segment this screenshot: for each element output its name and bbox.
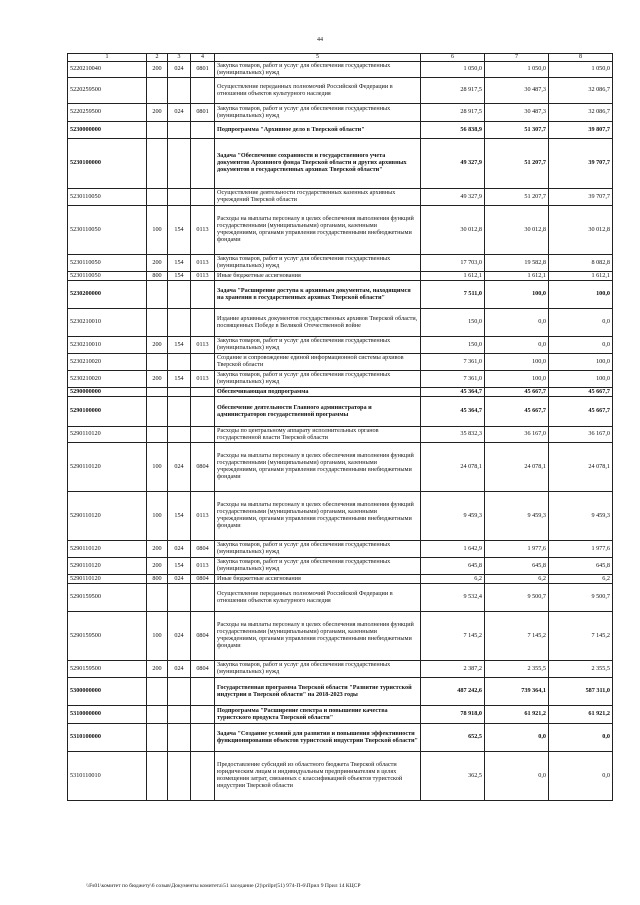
row-name: Предоставление субсидий из областного бюджета Тверской области юридическим лицам и индивидуальным предпринимателям в целях возмещения затрат, связанных с классификацией объектов туристской индустрии Тверской области bbox=[215, 752, 421, 801]
table-row bbox=[68, 706, 613, 724]
row-code: 5230210020 bbox=[68, 371, 147, 388]
row-col2 bbox=[147, 354, 168, 371]
row-code: 5230110050 bbox=[68, 255, 147, 272]
row-value-3: 0,0 bbox=[549, 337, 613, 354]
row-value-1: 1 050,0 bbox=[421, 62, 485, 78]
row-col3 bbox=[168, 309, 191, 337]
row-col4 bbox=[191, 281, 215, 309]
row-name: Расходы по центральному аппарату исполнительных органов государственной власти Тверской области bbox=[215, 427, 421, 443]
row-col3: 154 bbox=[168, 337, 191, 354]
row-value-1: 35 832,3 bbox=[421, 427, 485, 443]
page-number: 44 bbox=[317, 37, 323, 43]
row-name: Осуществление переданных полномочий Российской Федерации в отношении объектов культурного наследия bbox=[215, 78, 421, 104]
row-name: Расходы на выплаты персоналу в целях обеспечения выполнения функций государственными (муниципальными) органами, казенными учреждениями, органами управления государственными внебюджетными фондами bbox=[215, 206, 421, 255]
row-col2: 200 bbox=[147, 371, 168, 388]
row-value-2: 100,0 bbox=[485, 354, 549, 371]
row-value-1: 45 364,7 bbox=[421, 397, 485, 427]
row-value-3: 100,0 bbox=[549, 354, 613, 371]
row-col2 bbox=[147, 139, 168, 189]
row-col4 bbox=[191, 309, 215, 337]
row-value-2: 36 167,0 bbox=[485, 427, 549, 443]
row-value-1: 487 242,6 bbox=[421, 678, 485, 706]
row-value-2: 9 459,3 bbox=[485, 492, 549, 541]
row-value-1: 7 361,0 bbox=[421, 371, 485, 388]
table-row bbox=[68, 309, 613, 337]
row-code: 5290110120 bbox=[68, 427, 147, 443]
row-col2: 100 bbox=[147, 492, 168, 541]
row-code: 5220259500 bbox=[68, 78, 147, 104]
row-value-3: 1 977,6 bbox=[549, 541, 613, 558]
row-col3: 024 bbox=[168, 443, 191, 492]
row-value-3: 1 050,0 bbox=[549, 62, 613, 78]
row-name: Расходы на выплаты персоналу в целях обеспечения выполнения функций государственными (муниципальными) органами, казенными учреждениями, органами управления государственными внебюджетными фондами bbox=[215, 612, 421, 661]
row-code: 5230210020 bbox=[68, 354, 147, 371]
row-col3: 154 bbox=[168, 558, 191, 575]
row-col3: 024 bbox=[168, 62, 191, 78]
row-value-3: 39 707,7 bbox=[549, 189, 613, 206]
row-col3: 024 bbox=[168, 661, 191, 678]
row-code: 5230210010 bbox=[68, 337, 147, 354]
row-name: Осуществление деятельности государственных казенных архивных учреждений Тверской области bbox=[215, 189, 421, 206]
row-code: 5230210010 bbox=[68, 309, 147, 337]
row-value-1: 2 387,2 bbox=[421, 661, 485, 678]
column-header: 2 bbox=[147, 54, 168, 62]
table-row bbox=[68, 575, 613, 584]
column-header: 5 bbox=[215, 54, 421, 62]
row-value-3: 39 807,7 bbox=[549, 122, 613, 139]
row-col4: 0801 bbox=[191, 104, 215, 122]
row-col4 bbox=[191, 678, 215, 706]
row-col4 bbox=[191, 388, 215, 397]
table-row bbox=[68, 272, 613, 281]
row-value-1: 28 917,5 bbox=[421, 104, 485, 122]
row-name: Обеспечивающая подпрограмма bbox=[215, 388, 421, 397]
row-value-1: 6,2 bbox=[421, 575, 485, 584]
row-col2: 800 bbox=[147, 272, 168, 281]
table-row bbox=[68, 724, 613, 752]
row-col3: 024 bbox=[168, 541, 191, 558]
row-code: 5290100000 bbox=[68, 397, 147, 427]
row-code: 5290159500 bbox=[68, 584, 147, 612]
row-value-3: 2 355,5 bbox=[549, 661, 613, 678]
row-value-1: 49 327,9 bbox=[421, 189, 485, 206]
row-col2: 200 bbox=[147, 255, 168, 272]
row-value-2: 0,0 bbox=[485, 309, 549, 337]
row-value-3: 587 311,0 bbox=[549, 678, 613, 706]
row-value-2: 30 487,3 bbox=[485, 104, 549, 122]
row-value-2: 100,0 bbox=[485, 371, 549, 388]
row-code: 5230200000 bbox=[68, 281, 147, 309]
budget-table bbox=[67, 53, 613, 801]
row-code: 5290159500 bbox=[68, 661, 147, 678]
row-col4 bbox=[191, 139, 215, 189]
row-name: Задача "Создание условий для развития и повышения эффективности функционирования объектов туристской индустрии Тверской области" bbox=[215, 724, 421, 752]
row-code: 5310100000 bbox=[68, 724, 147, 752]
row-col2 bbox=[147, 678, 168, 706]
row-value-1: 56 838,9 bbox=[421, 122, 485, 139]
row-value-3: 9 459,3 bbox=[549, 492, 613, 541]
row-code: 5220210040 bbox=[68, 62, 147, 78]
row-value-2: 739 364,1 bbox=[485, 678, 549, 706]
row-value-3: 9 500,7 bbox=[549, 584, 613, 612]
row-col3 bbox=[168, 724, 191, 752]
row-col4 bbox=[191, 427, 215, 443]
row-col4 bbox=[191, 78, 215, 104]
row-value-1: 7 361,0 bbox=[421, 354, 485, 371]
table-row bbox=[68, 752, 613, 801]
row-value-2: 30 012,8 bbox=[485, 206, 549, 255]
row-col3: 154 bbox=[168, 272, 191, 281]
row-value-1: 150,0 bbox=[421, 337, 485, 354]
row-col2 bbox=[147, 309, 168, 337]
row-value-2: 2 355,5 bbox=[485, 661, 549, 678]
row-col2 bbox=[147, 706, 168, 724]
row-value-1: 150,0 bbox=[421, 309, 485, 337]
row-col2 bbox=[147, 724, 168, 752]
table-row bbox=[68, 281, 613, 309]
row-value-3: 100,0 bbox=[549, 371, 613, 388]
row-code: 5230110050 bbox=[68, 189, 147, 206]
table-row bbox=[68, 397, 613, 427]
row-col2 bbox=[147, 281, 168, 309]
column-header: 7 bbox=[485, 54, 549, 62]
row-col2 bbox=[147, 388, 168, 397]
row-col3: 024 bbox=[168, 575, 191, 584]
row-value-1: 1 612,1 bbox=[421, 272, 485, 281]
row-name: Закупка товаров, работ и услуг для обеспечения государственных (муниципальных) нужд bbox=[215, 558, 421, 575]
row-value-1: 362,5 bbox=[421, 752, 485, 801]
row-value-2: 645,8 bbox=[485, 558, 549, 575]
table-row bbox=[68, 354, 613, 371]
row-name: Расходы на выплаты персоналу в целях обеспечения выполнения функций государственными (муниципальными) органами, казенными учреждениями, органами управления государственными внебюджетными фондами bbox=[215, 492, 421, 541]
row-name: Издание архивных документов государственных архивов Тверской области, посвященных Победе в Великой Отечественной войне bbox=[215, 309, 421, 337]
row-value-2: 51 207,7 bbox=[485, 139, 549, 189]
row-name: Обеспечение деятельности Главного администратора и администраторов государственной программы bbox=[215, 397, 421, 427]
row-value-3: 24 078,1 bbox=[549, 443, 613, 492]
row-value-2: 1 977,6 bbox=[485, 541, 549, 558]
row-col4: 0801 bbox=[191, 62, 215, 78]
row-value-3: 645,8 bbox=[549, 558, 613, 575]
row-value-2: 9 500,7 bbox=[485, 584, 549, 612]
row-col2: 200 bbox=[147, 62, 168, 78]
row-value-1: 652,5 bbox=[421, 724, 485, 752]
row-col2 bbox=[147, 752, 168, 801]
table-row bbox=[68, 78, 613, 104]
row-value-3: 61 921,2 bbox=[549, 706, 613, 724]
row-code: 5300000000 bbox=[68, 678, 147, 706]
row-value-3: 0,0 bbox=[549, 724, 613, 752]
row-value-1: 7 511,0 bbox=[421, 281, 485, 309]
row-col2 bbox=[147, 397, 168, 427]
row-col4 bbox=[191, 122, 215, 139]
file-path-footer: \\Fs01\комитет по бюджету\6 созыв\Документы комитета\51 заседание (2)\prilpr(51) 974-П-6\Прил 9 Прил 14 КЦСР bbox=[86, 883, 361, 889]
row-name: Подпрограмма "Расширение спектра и повышение качества туристского продукта Тверской области" bbox=[215, 706, 421, 724]
row-code: 5310000000 bbox=[68, 706, 147, 724]
row-name: Закупка товаров, работ и услуг для обеспечения государственных (муниципальных) нужд bbox=[215, 661, 421, 678]
row-col3 bbox=[168, 281, 191, 309]
row-col4: 0804 bbox=[191, 443, 215, 492]
row-value-3: 6,2 bbox=[549, 575, 613, 584]
row-name: Задача "Обеспечение сохранности и государственного учета документов Архивного фонда Тверской области и других архивных документов в государственных архивах Тверской области" bbox=[215, 139, 421, 189]
row-col4: 0113 bbox=[191, 337, 215, 354]
table-row bbox=[68, 612, 613, 661]
row-col4 bbox=[191, 354, 215, 371]
table-row bbox=[68, 62, 613, 78]
row-value-3: 1 612,1 bbox=[549, 272, 613, 281]
row-col4: 0113 bbox=[191, 255, 215, 272]
table-row bbox=[68, 206, 613, 255]
row-code: 5230100000 bbox=[68, 139, 147, 189]
row-col4 bbox=[191, 724, 215, 752]
table-row bbox=[68, 104, 613, 122]
row-col4 bbox=[191, 584, 215, 612]
row-value-3: 100,0 bbox=[549, 281, 613, 309]
row-col3 bbox=[168, 584, 191, 612]
row-value-2: 45 667,7 bbox=[485, 388, 549, 397]
row-col4: 0113 bbox=[191, 558, 215, 575]
row-col3 bbox=[168, 189, 191, 206]
row-value-3: 8 082,8 bbox=[549, 255, 613, 272]
column-header: 6 bbox=[421, 54, 485, 62]
table-row bbox=[68, 139, 613, 189]
row-col4: 0804 bbox=[191, 541, 215, 558]
row-name: Задача "Расширение доступа к архивным документам, находящимся на хранении в государственных архивах Тверской области" bbox=[215, 281, 421, 309]
row-value-2: 30 487,3 bbox=[485, 78, 549, 104]
row-code: 5290110120 bbox=[68, 443, 147, 492]
row-col3 bbox=[168, 388, 191, 397]
row-name: Закупка товаров, работ и услуг для обеспечения государственных (муниципальных) нужд bbox=[215, 104, 421, 122]
row-value-2: 7 145,2 bbox=[485, 612, 549, 661]
row-col3: 154 bbox=[168, 206, 191, 255]
table-row bbox=[68, 541, 613, 558]
row-value-2: 0,0 bbox=[485, 337, 549, 354]
row-value-1: 645,8 bbox=[421, 558, 485, 575]
row-value-2: 45 667,7 bbox=[485, 397, 549, 427]
table-row bbox=[68, 443, 613, 492]
row-name: Закупка товаров, работ и услуг для обеспечения государственных (муниципальных) нужд bbox=[215, 337, 421, 354]
row-value-3: 32 086,7 bbox=[549, 104, 613, 122]
table-row bbox=[68, 255, 613, 272]
row-col2 bbox=[147, 78, 168, 104]
table-row bbox=[68, 337, 613, 354]
row-value-3: 45 667,7 bbox=[549, 388, 613, 397]
row-col4: 0113 bbox=[191, 371, 215, 388]
row-name: Закупка товаров, работ и услуг для обеспечения государственных (муниципальных) нужд bbox=[215, 541, 421, 558]
row-value-1: 45 364,7 bbox=[421, 388, 485, 397]
row-code: 5220259500 bbox=[68, 104, 147, 122]
table-row bbox=[68, 584, 613, 612]
row-code: 5290110120 bbox=[68, 558, 147, 575]
row-value-2: 1 612,1 bbox=[485, 272, 549, 281]
table-header-row bbox=[68, 54, 613, 62]
table-row bbox=[68, 388, 613, 397]
row-col2: 100 bbox=[147, 443, 168, 492]
row-value-1: 28 917,5 bbox=[421, 78, 485, 104]
row-col4: 0804 bbox=[191, 612, 215, 661]
row-value-2: 1 050,0 bbox=[485, 62, 549, 78]
table-row bbox=[68, 492, 613, 541]
row-col3 bbox=[168, 139, 191, 189]
row-col2: 200 bbox=[147, 558, 168, 575]
row-col2: 200 bbox=[147, 661, 168, 678]
row-code: 5290000000 bbox=[68, 388, 147, 397]
row-value-1: 9 459,3 bbox=[421, 492, 485, 541]
row-col4 bbox=[191, 397, 215, 427]
row-value-2: 19 582,8 bbox=[485, 255, 549, 272]
row-name: Закупка товаров, работ и услуг для обеспечения государственных (муниципальных) нужд bbox=[215, 62, 421, 78]
row-name: Расходы на выплаты персоналу в целях обеспечения выполнения функций государственными (муниципальными) органами, казенными учреждениями, органами управления государственными внебюджетными фондами bbox=[215, 443, 421, 492]
row-col4: 0113 bbox=[191, 492, 215, 541]
row-value-1: 24 078,1 bbox=[421, 443, 485, 492]
row-value-3: 45 667,7 bbox=[549, 397, 613, 427]
row-col2 bbox=[147, 584, 168, 612]
row-col2 bbox=[147, 427, 168, 443]
row-col3 bbox=[168, 706, 191, 724]
row-value-3: 36 167,0 bbox=[549, 427, 613, 443]
table-row bbox=[68, 678, 613, 706]
row-value-3: 0,0 bbox=[549, 752, 613, 801]
column-header: 4 bbox=[191, 54, 215, 62]
row-col4: 0804 bbox=[191, 661, 215, 678]
row-col2: 100 bbox=[147, 612, 168, 661]
row-col2: 200 bbox=[147, 337, 168, 354]
row-col3 bbox=[168, 427, 191, 443]
row-value-2: 6,2 bbox=[485, 575, 549, 584]
row-col2: 800 bbox=[147, 575, 168, 584]
table-row bbox=[68, 371, 613, 388]
table-row bbox=[68, 558, 613, 575]
row-code: 5230110050 bbox=[68, 206, 147, 255]
table-row bbox=[68, 122, 613, 139]
row-value-3: 32 086,7 bbox=[549, 78, 613, 104]
table-row bbox=[68, 427, 613, 443]
row-col3: 024 bbox=[168, 612, 191, 661]
row-col4 bbox=[191, 189, 215, 206]
row-value-2: 100,0 bbox=[485, 281, 549, 309]
row-col3: 024 bbox=[168, 104, 191, 122]
row-col3 bbox=[168, 752, 191, 801]
row-value-1: 9 532,4 bbox=[421, 584, 485, 612]
row-col3 bbox=[168, 678, 191, 706]
row-name: Закупка товаров, работ и услуг для обеспечения государственных (муниципальных) нужд bbox=[215, 255, 421, 272]
row-value-1: 7 145,2 bbox=[421, 612, 485, 661]
row-code: 5310110010 bbox=[68, 752, 147, 801]
row-name: Закупка товаров, работ и услуг для обеспечения государственных (муниципальных) нужд bbox=[215, 371, 421, 388]
column-header: 3 bbox=[168, 54, 191, 62]
row-col4 bbox=[191, 752, 215, 801]
row-col4: 0113 bbox=[191, 206, 215, 255]
row-value-1: 1 642,9 bbox=[421, 541, 485, 558]
row-value-1: 78 918,0 bbox=[421, 706, 485, 724]
row-col3: 154 bbox=[168, 492, 191, 541]
row-value-2: 24 078,1 bbox=[485, 443, 549, 492]
row-col2 bbox=[147, 189, 168, 206]
row-code: 5290110120 bbox=[68, 492, 147, 541]
row-code: 5290159500 bbox=[68, 612, 147, 661]
row-value-3: 7 145,2 bbox=[549, 612, 613, 661]
row-col4: 0804 bbox=[191, 575, 215, 584]
row-col2 bbox=[147, 122, 168, 139]
row-name: Подпрограмма "Архивное дело в Тверской области" bbox=[215, 122, 421, 139]
row-name: Государственная программа Тверской области "Развитие туристской индустрии в Тверской области" на 2018-2023 годы bbox=[215, 678, 421, 706]
row-value-1: 17 703,0 bbox=[421, 255, 485, 272]
table-row bbox=[68, 189, 613, 206]
row-value-1: 30 012,8 bbox=[421, 206, 485, 255]
row-value-2: 0,0 bbox=[485, 724, 549, 752]
row-value-3: 30 012,8 bbox=[549, 206, 613, 255]
row-value-3: 39 707,7 bbox=[549, 139, 613, 189]
row-col2: 200 bbox=[147, 541, 168, 558]
row-value-2: 0,0 bbox=[485, 752, 549, 801]
row-col3 bbox=[168, 354, 191, 371]
row-code: 5290110120 bbox=[68, 575, 147, 584]
row-col3: 154 bbox=[168, 371, 191, 388]
row-col3: 154 bbox=[168, 255, 191, 272]
row-col4 bbox=[191, 706, 215, 724]
row-name: Иные бюджетные ассигнования bbox=[215, 272, 421, 281]
row-name: Создание и сопровождение единой информационной системы архивов Тверской области bbox=[215, 354, 421, 371]
row-col3 bbox=[168, 78, 191, 104]
row-code: 5290110120 bbox=[68, 541, 147, 558]
row-col2: 100 bbox=[147, 206, 168, 255]
column-header: 1 bbox=[68, 54, 147, 62]
column-header: 8 bbox=[549, 54, 613, 62]
row-col3 bbox=[168, 122, 191, 139]
row-code: 5230000000 bbox=[68, 122, 147, 139]
table-row bbox=[68, 661, 613, 678]
row-value-2: 51 307,7 bbox=[485, 122, 549, 139]
row-value-2: 51 207,7 bbox=[485, 189, 549, 206]
row-value-1: 49 327,9 bbox=[421, 139, 485, 189]
row-name: Иные бюджетные ассигнования bbox=[215, 575, 421, 584]
row-name: Осуществление переданных полномочий Российской Федерации в отношении объектов культурного наследия bbox=[215, 584, 421, 612]
row-col2: 200 bbox=[147, 104, 168, 122]
row-code: 5230110050 bbox=[68, 272, 147, 281]
row-col4: 0113 bbox=[191, 272, 215, 281]
row-value-3: 0,0 bbox=[549, 309, 613, 337]
row-col3 bbox=[168, 397, 191, 427]
row-value-2: 61 921,2 bbox=[485, 706, 549, 724]
